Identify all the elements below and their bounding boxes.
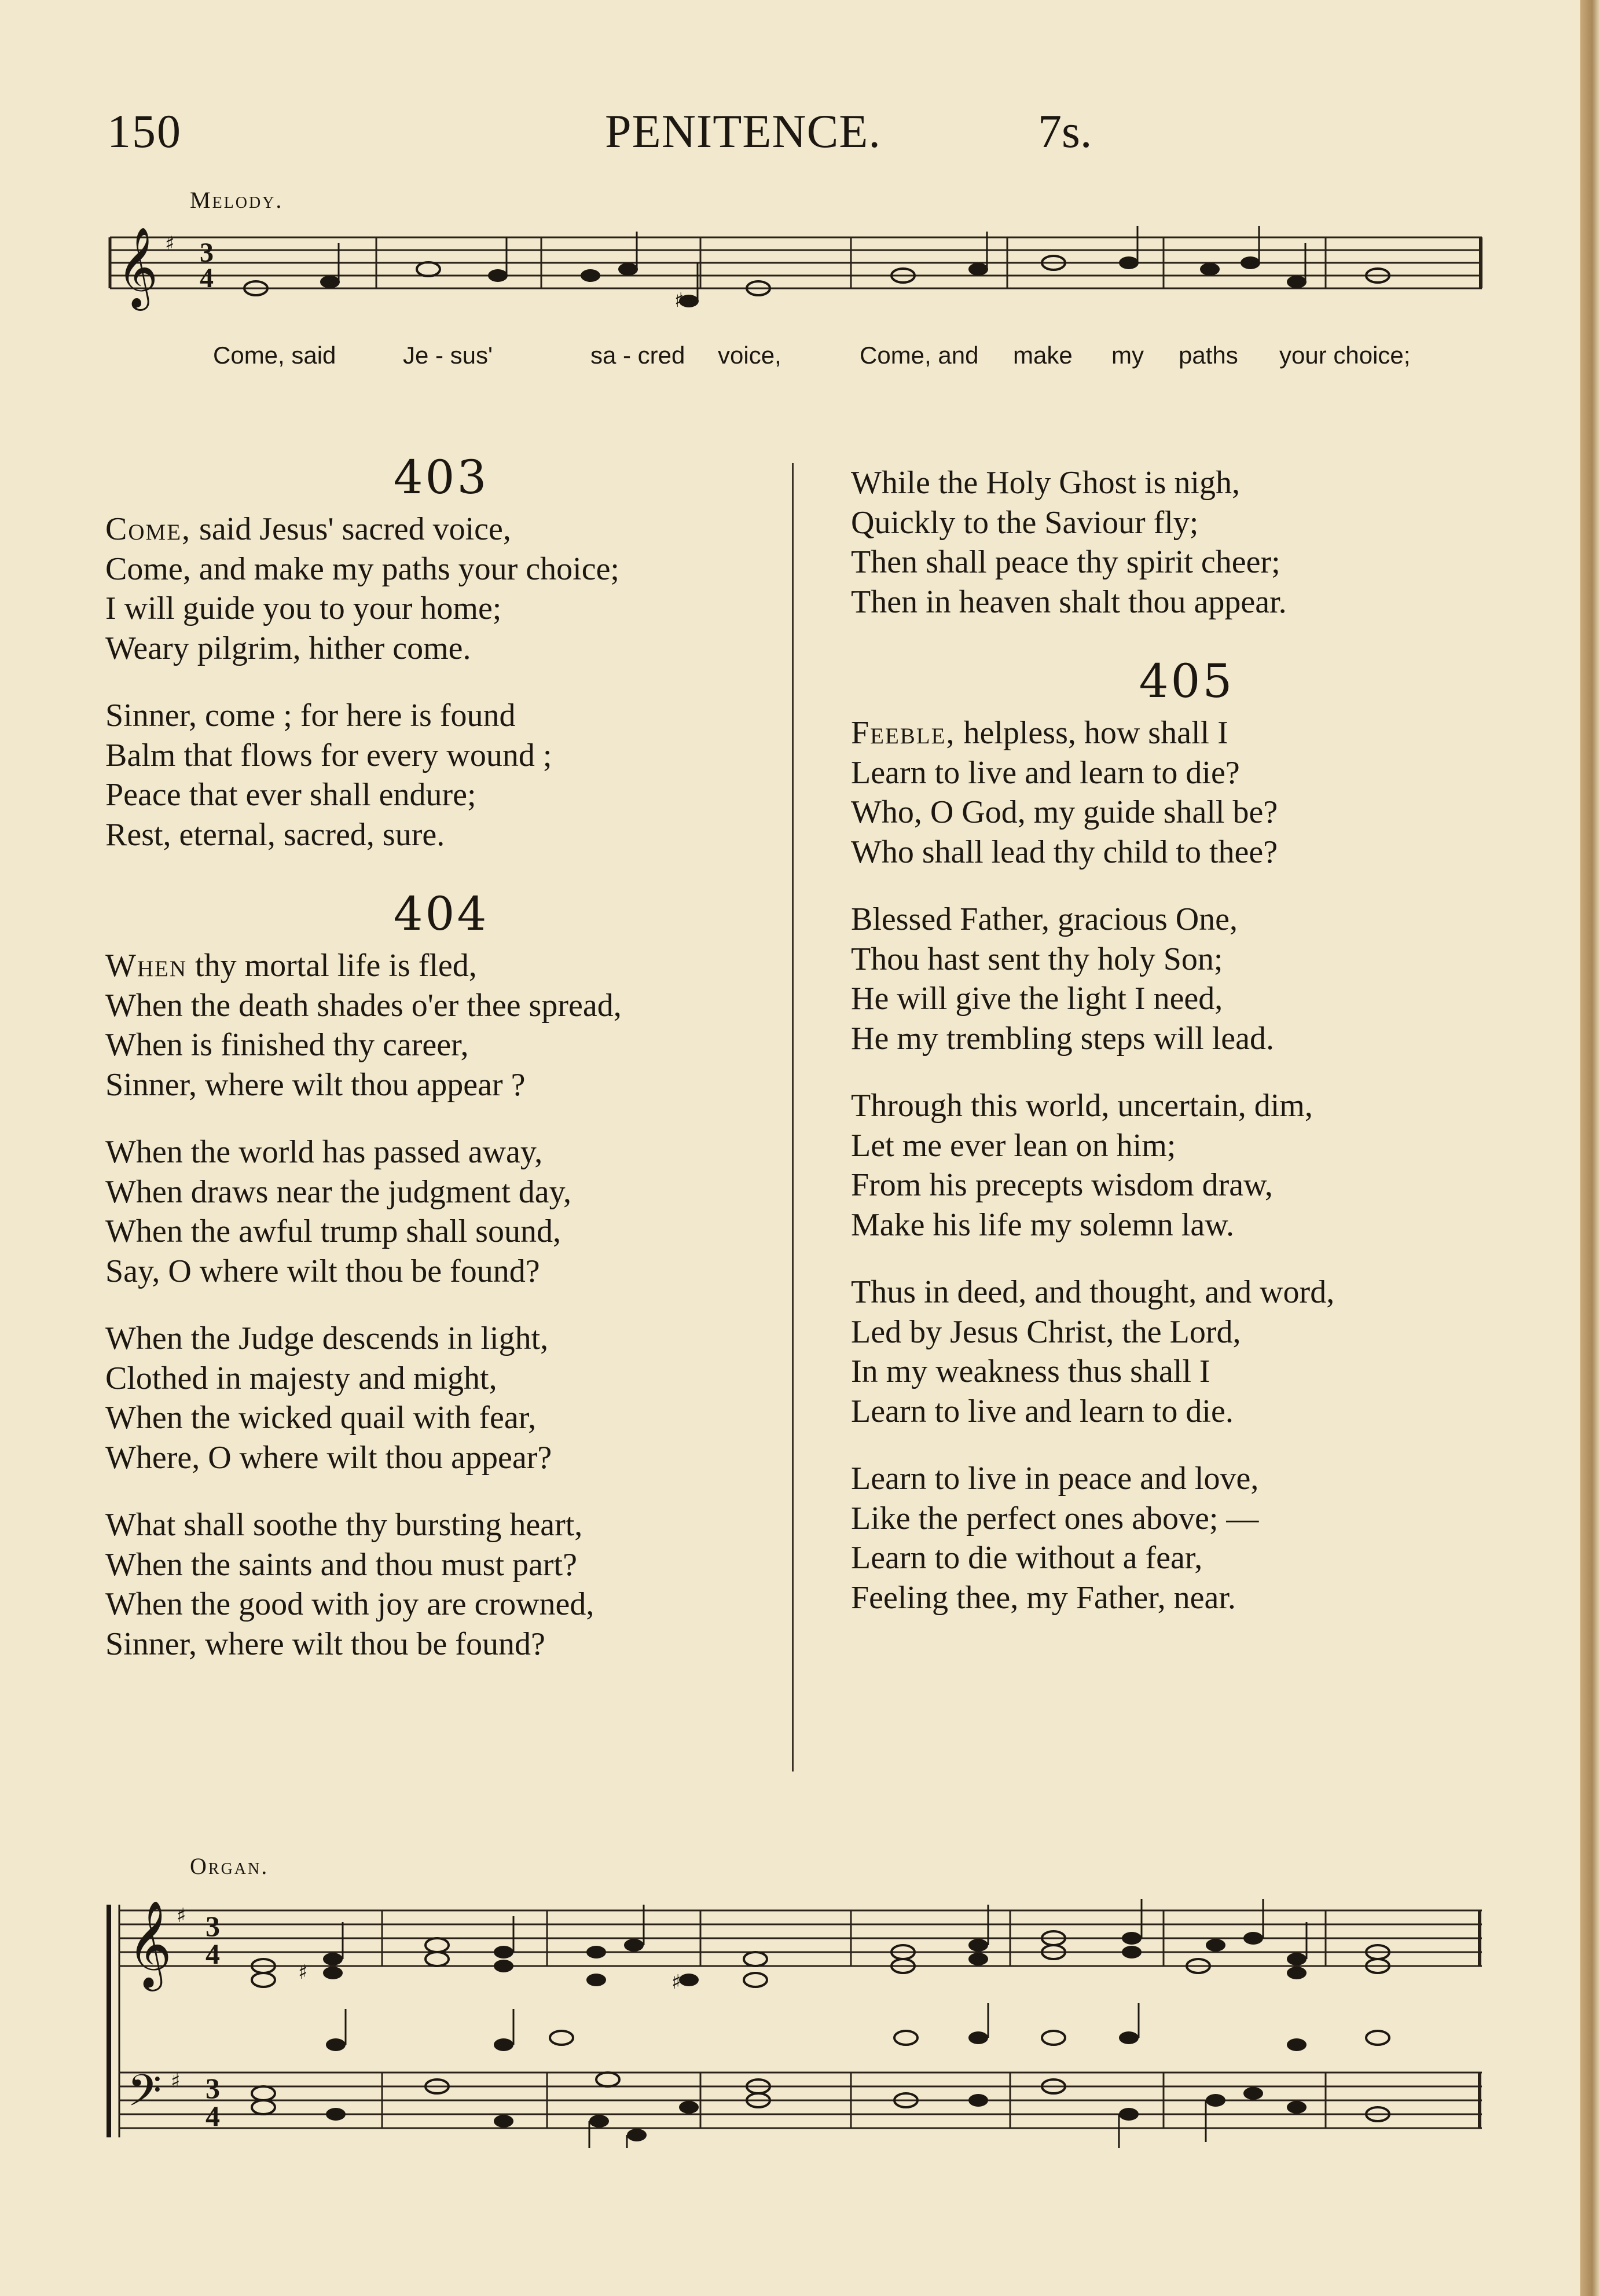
verse-line: Clothed in majesty and might,: [105, 1360, 497, 1396]
stanza-first-word: Feeble,: [851, 715, 956, 751]
verse-line: When the good with joy are crowned,: [105, 1586, 595, 1622]
verse-line: What shall soothe thy bursting heart,: [105, 1507, 583, 1543]
verse-line: When the Judge descends in light,: [105, 1321, 549, 1356]
verse-line: Sinner, where wilt thou appear ?: [105, 1066, 526, 1103]
verse-line: [105, 509, 777, 549]
left-column: [105, 446, 777, 1692]
verse-line: Peace that ever shall endure;: [105, 777, 476, 813]
stanza: [851, 713, 1522, 872]
lyric-syllable: Je - sus': [403, 342, 493, 369]
stanza: [105, 1132, 777, 1291]
verse-line: Learn to die without a fear,: [851, 1540, 1203, 1576]
organ-treble-time-bottom: 4: [205, 1938, 220, 1970]
stanza: [105, 1505, 777, 1664]
verse-line: From his precepts wisdom draw,: [851, 1167, 1273, 1203]
page-number: 150: [107, 105, 182, 157]
verse-line: Through this world, uncertain, dim,: [851, 1088, 1313, 1124]
verse-line: When the saints and thou must part?: [105, 1546, 577, 1583]
hymn-404-continued: [851, 463, 1522, 622]
verse-line: I will guide you to your home;: [105, 590, 502, 626]
page-edge: [1580, 0, 1600, 2296]
verse-line: Where, O where wilt thou appear?: [105, 1439, 552, 1476]
organ-treble-time-top: 3: [205, 1910, 220, 1942]
stanza: [105, 509, 777, 668]
verse-line: Make his life my solemn law.: [851, 1206, 1235, 1243]
svg-text:♯: ♯: [671, 1971, 681, 1994]
melody-time-bottom: 4: [200, 263, 214, 294]
verse-line: Who, O God, my guide shall be?: [851, 794, 1278, 830]
stanza: [851, 463, 1522, 622]
melody-staff: [104, 226, 1493, 342]
verse-line: When the death shades o'er thee spread,: [105, 987, 622, 1024]
melody-lyrics: [208, 342, 1493, 376]
verse-line-rest: helpless, how shall I: [955, 715, 1228, 751]
stanza: [105, 946, 777, 1105]
verse-line: [851, 713, 1522, 753]
page-header: [107, 104, 1508, 168]
melody-time-top: 3: [200, 237, 214, 268]
verse-line: When draws near the judgment day,: [105, 1173, 571, 1210]
lyric-syllable: Come, and: [860, 342, 979, 369]
verse-line: Blessed Father, gracious One,: [851, 901, 1238, 937]
tune-meter: 7s.: [1038, 105, 1092, 157]
lyric-syllable: voice,: [718, 342, 781, 369]
verse-line: When the world has passed away,: [105, 1134, 543, 1170]
stanza: [851, 1086, 1522, 1245]
verse-line: When is finished thy career,: [105, 1027, 469, 1063]
organ-score: [104, 1893, 1493, 2148]
verse-line-rest: thy mortal life is fled,: [187, 948, 477, 984]
verse-line: Then shall peace thy spirit cheer;: [851, 544, 1280, 580]
svg-text:♯: ♯: [674, 289, 684, 312]
organ-bass-time-bottom: 4: [205, 2100, 220, 2132]
verse-line: Then in heaven shalt thou appear.: [851, 584, 1287, 620]
verse-line: Rest, eternal, sacred, sure.: [105, 816, 445, 853]
verse-line: Led by Jesus Christ, the Lord,: [851, 1314, 1241, 1350]
verse-line: Sinner, where wilt thou be found?: [105, 1626, 545, 1662]
lyric-syllable: make: [1013, 342, 1073, 369]
svg-text:𝄞: 𝄞: [127, 1899, 172, 1987]
lyric-syllable: sa - cred: [590, 342, 685, 369]
verse-line: When the awful trump shall sound,: [105, 1213, 561, 1249]
verse-line: Learn to live in peace and love,: [851, 1461, 1259, 1497]
svg-text:𝄞: 𝄞: [117, 227, 158, 307]
hymn-403: [105, 446, 777, 854]
verse-line: Who shall lead thy child to thee?: [851, 834, 1278, 870]
stanza: [105, 1319, 777, 1477]
svg-text:♯: ♯: [171, 2070, 181, 2093]
svg-text:𝄢: 𝄢: [127, 2065, 162, 2127]
verse-line: Thus in deed, and thought, and word,: [851, 1274, 1335, 1310]
svg-text:♯: ♯: [298, 1961, 308, 1984]
organ-bass-time-top: 3: [205, 2072, 220, 2104]
verse-line: Feeling thee, my Father, near.: [851, 1579, 1236, 1616]
verse-line: When the wicked quail with fear,: [105, 1400, 537, 1436]
stanza-first-word: When: [105, 948, 188, 984]
verse-line: While the Holy Ghost is nigh,: [851, 465, 1240, 501]
verse-line: In my weakness thus shall I: [851, 1354, 1210, 1389]
hymn-number: 405: [1139, 654, 1235, 708]
lyric-syllable: Come, said: [213, 342, 336, 369]
svg-text:♯: ♯: [177, 1904, 186, 1927]
hymn-number: 404: [393, 887, 489, 941]
verse-line: He will give the light I need,: [851, 981, 1223, 1017]
stanza: [851, 1459, 1522, 1618]
stanza-first-word: Come,: [105, 511, 192, 547]
organ-label: Organ.: [190, 1853, 269, 1879]
lyric-syllable: your choice;: [1279, 342, 1411, 369]
verse-line: [105, 946, 777, 986]
verse-line: Learn to live and learn to die.: [851, 1393, 1234, 1429]
verse-line: Like the perfect ones above; —: [851, 1500, 1259, 1536]
verse-line: Say, O where wilt thou be found?: [105, 1253, 540, 1289]
verse-line: Sinner, come ; for here is found: [105, 698, 516, 733]
verse-line: Let me ever lean on him;: [851, 1127, 1176, 1164]
lyric-syllable: paths: [1179, 342, 1238, 369]
stanza: [105, 696, 777, 854]
stanza: [851, 900, 1522, 1058]
running-title: PENITENCE.: [605, 105, 881, 157]
hymn-404: [105, 882, 777, 1664]
lyric-syllable: my: [1111, 342, 1144, 369]
hymn-number: 403: [393, 450, 489, 504]
verse-line: He my trembling steps will lead.: [851, 1020, 1274, 1057]
stanza: [851, 1272, 1522, 1431]
verse-line: Weary pilgrim, hither come.: [105, 630, 471, 666]
verse-line: Come, and make my paths your choice;: [105, 551, 619, 587]
verse-line: Balm that flows for every wound ;: [105, 737, 552, 773]
verse-line: Quickly to the Saviour fly;: [851, 504, 1199, 541]
right-column: [851, 463, 1522, 1645]
column-divider: [792, 463, 794, 1771]
hymn-405: [851, 650, 1522, 1618]
verse-line-rest: said Jesus' sacred voice,: [191, 511, 511, 547]
melody-label: Melody.: [190, 187, 284, 213]
verse-line: Thou hast sent thy holy Son;: [851, 941, 1223, 977]
verse-line: Learn to live and learn to die?: [851, 754, 1240, 791]
svg-text:♯: ♯: [165, 232, 175, 255]
